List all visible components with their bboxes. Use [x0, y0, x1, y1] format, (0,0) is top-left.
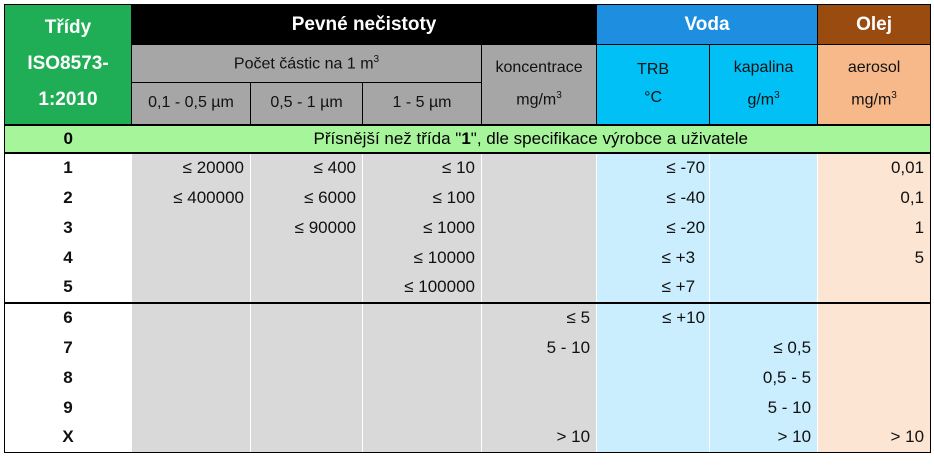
header-concentration [482, 45, 597, 125]
aerosol-cell [818, 363, 931, 393]
trb-cell: ≤ +7 [597, 273, 710, 303]
header-water: Voda [597, 5, 818, 45]
trb-unit: °C [644, 89, 663, 107]
particles-1-5-cell: ≤ 100000 [363, 273, 482, 303]
header-particle-count [132, 45, 482, 83]
particles-0-1-0-5-cell [132, 363, 251, 393]
table-row [5, 423, 931, 453]
particles-0-1-0-5-cell [132, 393, 251, 423]
class-cell: 5 [5, 273, 132, 303]
liquid-unit: $g/m^3$ [747, 90, 780, 109]
class-cell: 8 [5, 363, 132, 393]
trb-label: TRB [637, 61, 670, 79]
particles-0-5-1-cell [251, 243, 363, 273]
concentration-cell [482, 393, 597, 423]
table-row [5, 183, 931, 213]
concentration-cell: ≤ 5 [482, 303, 597, 333]
particles-1-5-cell [363, 333, 482, 363]
table-row [5, 363, 931, 393]
aerosol-cell: > 10 [818, 423, 931, 453]
table-row-class-0 [5, 125, 931, 153]
table-row [5, 303, 931, 333]
header-size-0-5-1: 0,5 - 1 µm [251, 83, 363, 125]
liquid-cell: 5 - 10 [710, 393, 818, 423]
particles-0-1-0-5-cell [132, 303, 251, 333]
header-liquid [710, 45, 818, 125]
liquid-cell [710, 273, 818, 303]
aerosol-cell [818, 273, 931, 303]
class-cell: 3 [5, 213, 132, 243]
class-cell: 9 [5, 393, 132, 423]
trb-cell [597, 333, 710, 363]
trb-cell [597, 363, 710, 393]
class-cell: X [5, 423, 132, 453]
aerosol-cell: 1 [818, 213, 931, 243]
particles-1-5-cell: ≤ 100 [363, 183, 482, 213]
class-cell: 0 [5, 125, 132, 153]
particles-0-5-1-cell [251, 363, 363, 393]
concentration-cell [482, 243, 597, 273]
class-cell: 2 [5, 183, 132, 213]
aerosol-cell [818, 303, 931, 333]
particles-1-5-cell [363, 363, 482, 393]
aerosol-label: aerosol [847, 59, 901, 77]
liquid-cell: ≤ 0,5 [710, 333, 818, 363]
particle-count-sup: 3 [373, 53, 380, 65]
particles-1-5-cell [363, 303, 482, 333]
trb-cell [597, 423, 710, 453]
header-oil: Olej [818, 5, 931, 45]
concentration-cell [482, 273, 597, 303]
table-row [5, 243, 931, 273]
aerosol-cell: 5 [818, 243, 931, 273]
aerosol-cell [818, 333, 931, 363]
trb-cell [597, 393, 710, 423]
liquid-cell [710, 213, 818, 243]
particles-0-5-1-cell [251, 273, 363, 303]
particles-0-1-0-5-cell [132, 213, 251, 243]
aerosol-cell [818, 393, 931, 423]
class-cell: 1 [5, 153, 132, 183]
trb-cell: ≤ +10 [597, 303, 710, 333]
particles-1-5-cell [363, 393, 482, 423]
table-row [5, 273, 931, 303]
particles-0-1-0-5-cell: ≤ 20000 [132, 153, 251, 183]
trb-cell: ≤ -40 [597, 183, 710, 213]
particles-0-5-1-cell: ≤ 90000 [251, 213, 363, 243]
header-trb [597, 45, 710, 125]
class-cell: 7 [5, 333, 132, 363]
class-cell: 6 [5, 303, 132, 333]
concentration-cell [482, 363, 597, 393]
particles-0-5-1-cell: ≤ 400 [251, 153, 363, 183]
particles-0-1-0-5-cell [132, 423, 251, 453]
class-0-description: Přísnější než třída "1", dle specifikace výrobce a uživatele [132, 125, 931, 153]
table-row [5, 393, 931, 423]
concentration-cell [482, 153, 597, 183]
particles-0-5-1-cell [251, 423, 363, 453]
header-size-0-1-0-5: 0,1 - 0,5 µm [132, 83, 251, 125]
concentration-label: koncentrace [495, 59, 583, 77]
particles-0-1-0-5-cell: ≤ 400000 [132, 183, 251, 213]
particles-0-1-0-5-cell [132, 243, 251, 273]
concentration-cell [482, 183, 597, 213]
table-row [5, 213, 931, 243]
table-row [5, 153, 931, 183]
particle-count-label: Počet částic na 1 m [233, 55, 374, 73]
trb-cell: ≤ -70 [597, 153, 710, 183]
liquid-cell [710, 243, 818, 273]
aerosol-cell: 0,1 [818, 183, 931, 213]
iso-class-table-container [4, 4, 930, 462]
trb-cell: ≤ +3 [597, 243, 710, 273]
table-row [5, 333, 931, 363]
aerosol-unit: $mg/m^3$ [851, 90, 897, 109]
particles-0-5-1-cell [251, 303, 363, 333]
liquid-cell: 0,5 - 5 [710, 363, 818, 393]
particles-0-1-0-5-cell [132, 333, 251, 363]
liquid-cell [710, 303, 818, 333]
liquid-cell: > 10 [710, 423, 818, 453]
header-aerosol [818, 45, 931, 125]
header-solid-contaminants: Pevné nečistoty [132, 5, 597, 45]
class-cell: 4 [5, 243, 132, 273]
header-classes: Třídy ISO8573-1:2010 [5, 5, 132, 125]
liquid-label: kapalina [733, 59, 794, 77]
particles-0-1-0-5-cell [132, 273, 251, 303]
particles-0-5-1-cell: ≤ 6000 [251, 183, 363, 213]
particles-0-5-1-cell [251, 393, 363, 423]
particles-1-5-cell: ≤ 10 [363, 153, 482, 183]
concentration-unit: $mg/m^3$ [516, 90, 562, 109]
particles-1-5-cell [363, 423, 482, 453]
liquid-cell [710, 153, 818, 183]
particles-1-5-cell: ≤ 10000 [363, 243, 482, 273]
particles-0-5-1-cell [251, 333, 363, 363]
particles-1-5-cell: ≤ 1000 [363, 213, 482, 243]
header-size-1-5: 1 - 5 µm [363, 83, 482, 125]
trb-cell: ≤ -20 [597, 213, 710, 243]
liquid-cell [710, 183, 818, 213]
concentration-cell: 5 - 10 [482, 333, 597, 363]
aerosol-cell: 0,01 [818, 153, 931, 183]
iso-class-table [4, 4, 931, 453]
concentration-cell: > 10 [482, 423, 597, 453]
concentration-cell [482, 213, 597, 243]
